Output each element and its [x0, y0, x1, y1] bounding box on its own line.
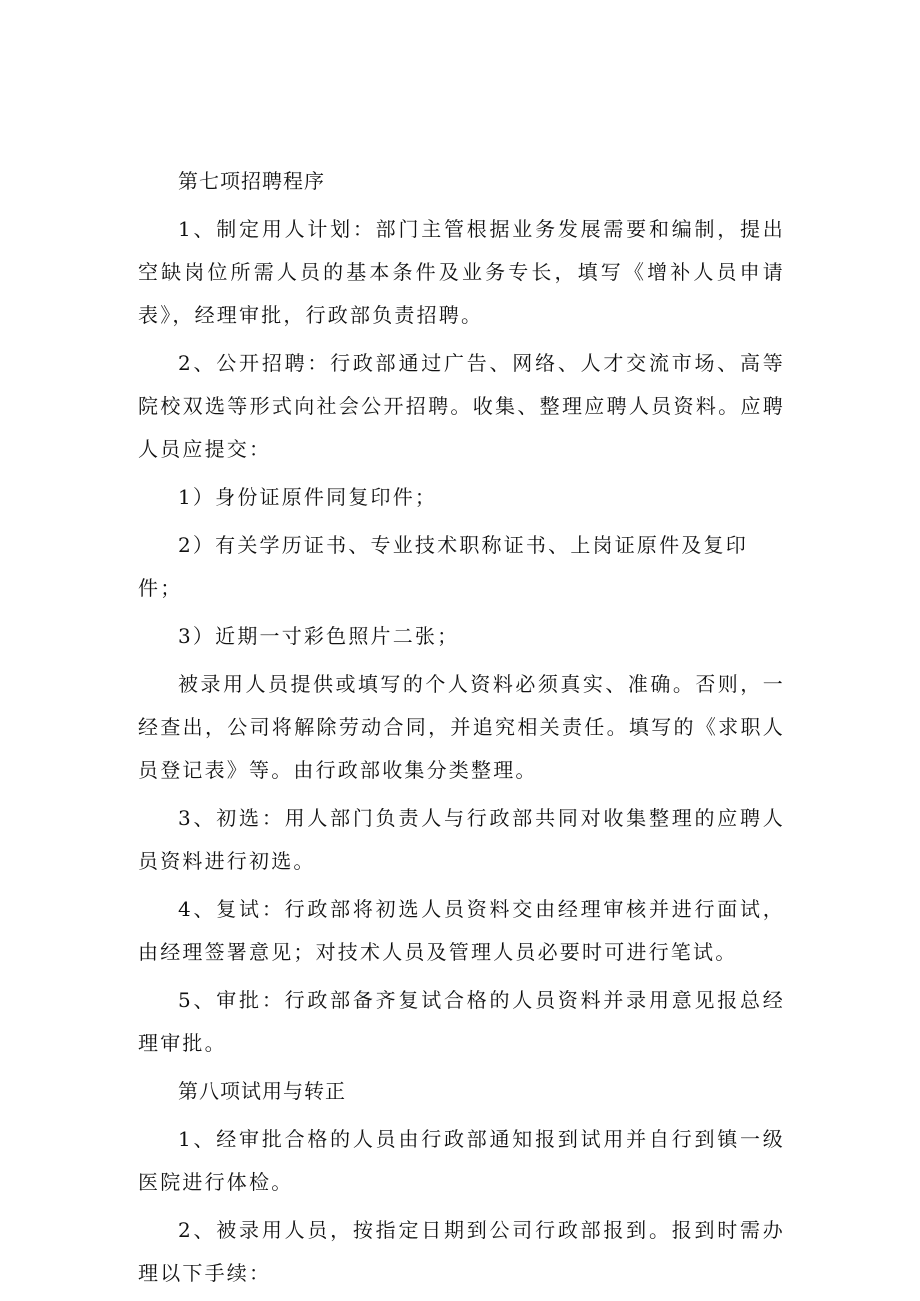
paragraph-public-recruitment: 2、公开招聘：行政部通过广告、网络、人才交流市场、高等院校双选等形式向社会公开招聘。收集、整理应聘人员资料。应聘人员应提交：: [138, 351, 785, 461]
section-heading-8: 第八项试用与转正: [178, 1079, 346, 1103]
paragraph-authenticity: 被录用人员提供或填写的个人资料必须真实、准确。否则，一经查出，公司将解除劳动合同，并追究相关责任。填写的《求职人员登记表》等。由行政部收集分类整理。: [138, 672, 785, 782]
document-body: [138, 160, 785, 1300]
paragraph-approval: 5、审批：行政部备齐复试合格的人员资料并录用意见报总经理审批。: [138, 988, 785, 1055]
paragraph-plan: 1、制定用人计划：部门主管根据业务发展需要和编制，提出空缺岗位所需人员的基本条件及业务专长，填写《增补人员申请表》，经理审批，行政部负责招聘。: [138, 217, 785, 327]
paragraph-initial-screening: 3、初选：用人部门负责人与行政部共同对收集整理的应聘人员资料进行初选。: [138, 806, 785, 873]
paragraph-medical-exam: 1、经审批合格的人员由行政部通知报到试用并自行到镇一级医院进行体检。: [138, 1127, 785, 1194]
list-item-photos: 3）近期一寸彩色照片二张；: [178, 624, 460, 648]
paragraph-second-interview: 4、复试：行政部将初选人员资料交由经理审核并进行面试，由经理签署意见；对技术人员及管理人员必要时可进行笔试。: [138, 897, 785, 964]
section-heading-7: 第七项招聘程序: [178, 169, 325, 193]
paragraph-reporting: 2、被录用人员，按指定日期到公司行政部报到。报到时需办理以下手续：: [138, 1218, 785, 1285]
list-item-certificates: 2）有关学历证书、专业技术职称证书、上岗证原件及复印件；: [138, 533, 748, 600]
list-item-id-card: 1）身份证原件同复印件；: [178, 485, 438, 509]
